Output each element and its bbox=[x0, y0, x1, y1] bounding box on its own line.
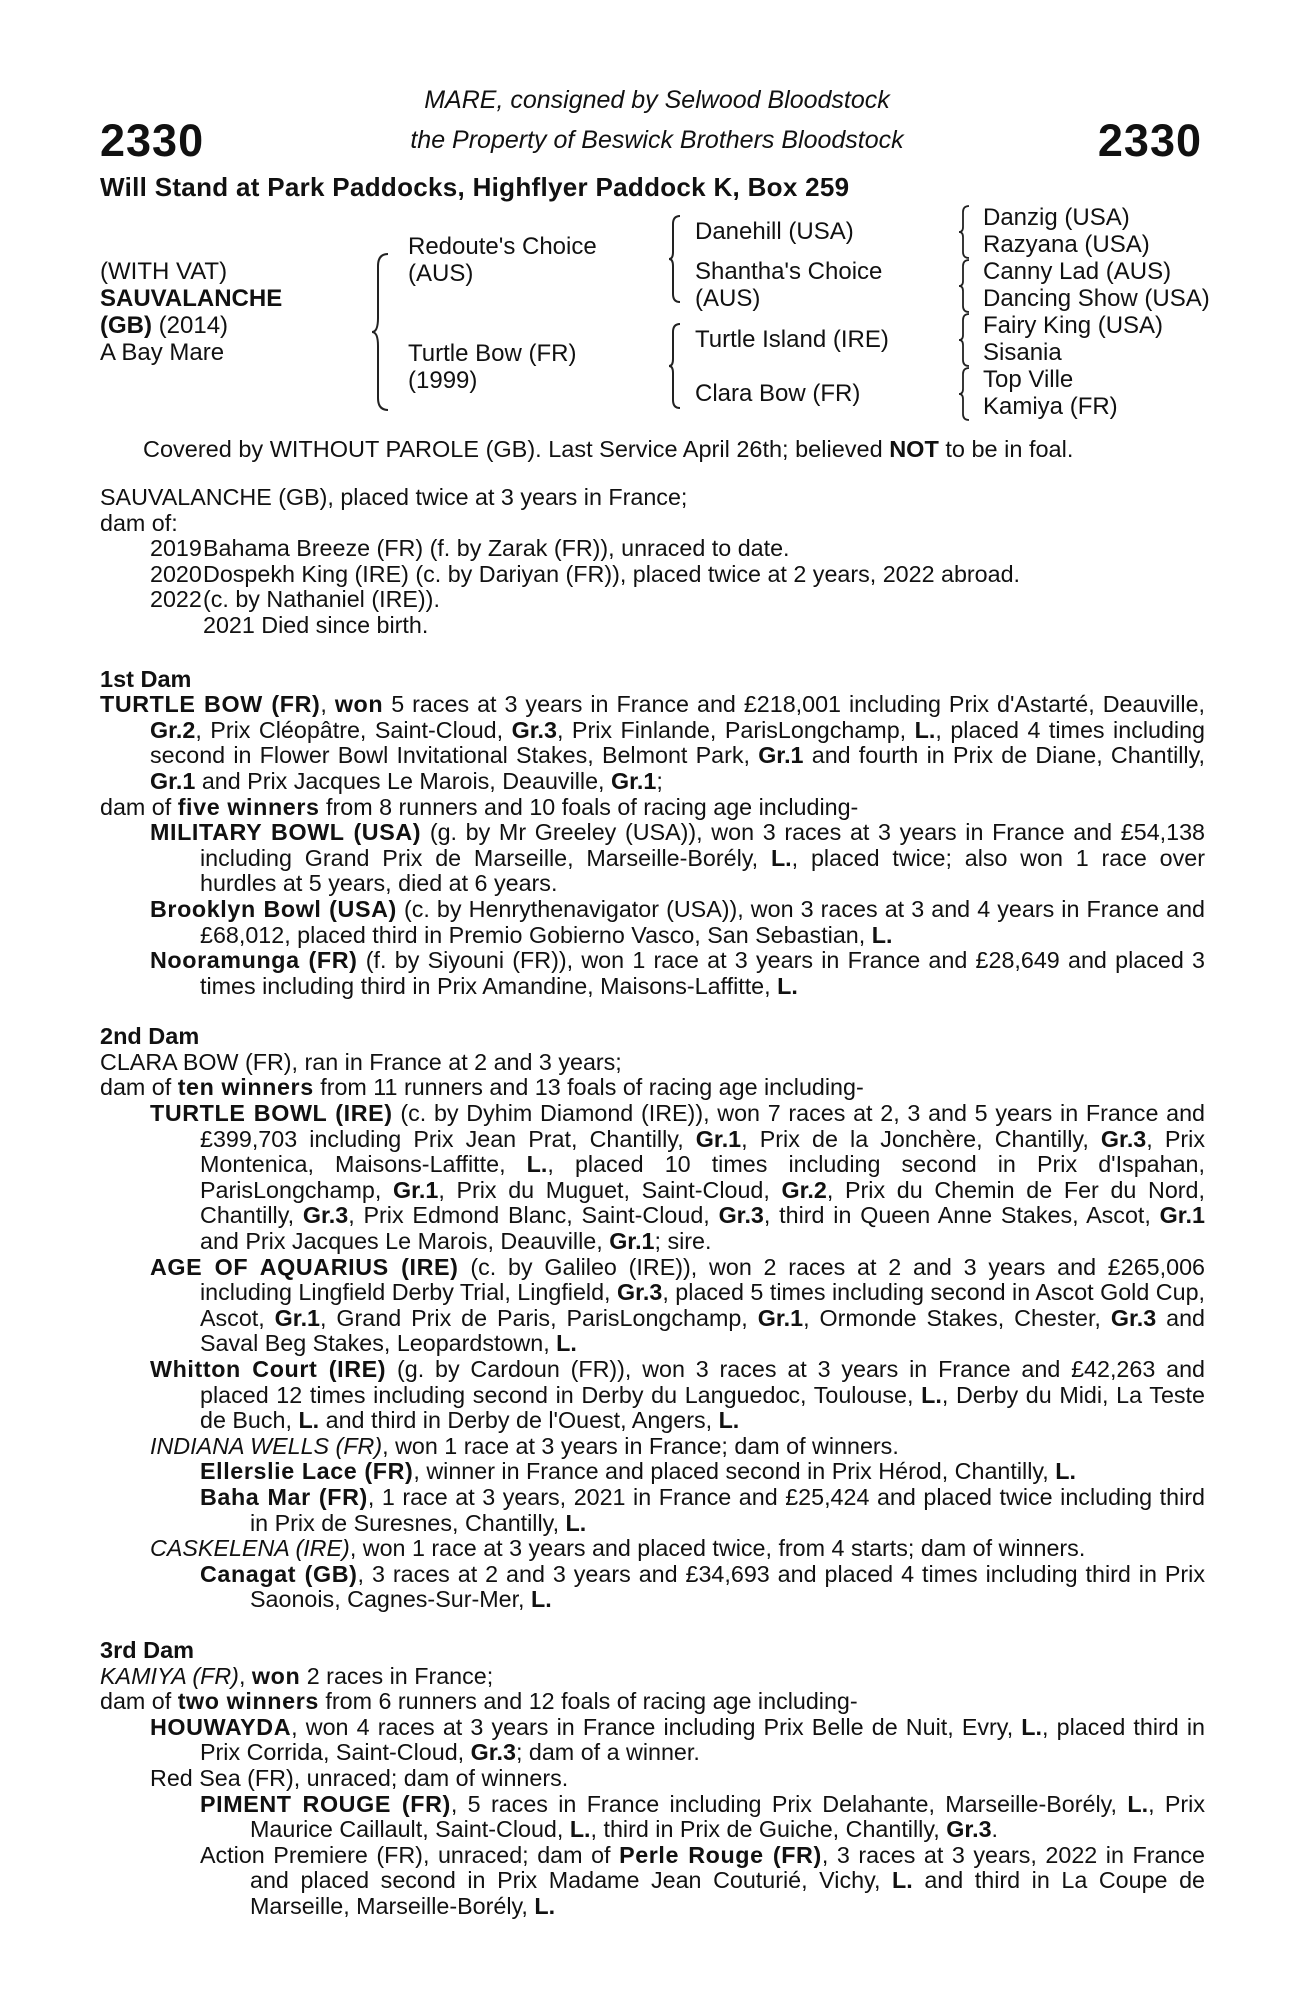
sire-block bbox=[408, 233, 597, 287]
horse-description: A Bay Mare bbox=[100, 339, 225, 366]
sire-dam-block bbox=[695, 258, 882, 312]
first-dam-damof: dam of five winners from 8 runners and 10 foals of racing age including- bbox=[100, 793, 859, 820]
sire-sire: Danehill (USA) bbox=[695, 218, 854, 245]
horse-name: SAUVALANCHE bbox=[100, 285, 283, 312]
third-dam-damof: dam of two winners from 6 runners and 12 foals of racing age including- bbox=[100, 1688, 858, 1715]
lot-number-left: 2330 bbox=[100, 115, 205, 166]
dam-dam: Clara Bow (FR) bbox=[695, 380, 861, 407]
gen3-5: Fairy King (USA) bbox=[983, 312, 1164, 339]
dam-block bbox=[408, 340, 576, 394]
brace-g3-2 bbox=[958, 258, 972, 314]
brace-dam bbox=[667, 322, 683, 410]
vat-note: (WITH VAT) bbox=[100, 258, 228, 285]
progeny-entry: CASKELENA (IRE), won 1 race at 3 years and placed twice, from 4 starts; dam of winners. bbox=[150, 1535, 1086, 1562]
progeny-entry: AGE OF AQUARIUS (IRE) (c. by Galileo (IRE)), won 2 races at 2 and 3 years and £265,006 including Lingfield Derby Trial, Lingfield, Gr.3, placed 5 times including second in Ascot Gold Cup, Ascot, Gr.1, Grand Prix de Paris, ParisLongchamp, Gr.1, Ormonde Stakes, Chester, Gr.3 and Saval Beg Stakes, Leopardstown, L. bbox=[150, 1253, 1205, 1357]
property-line: the Property of Beswick Brothers Bloodstock bbox=[410, 126, 904, 154]
brace-g3-1 bbox=[958, 204, 972, 260]
brace-gen1 bbox=[370, 252, 392, 412]
third-dam-record: KAMIYA (FR), won 2 races in France; bbox=[100, 1662, 494, 1689]
progeny-entry: INDIANA WELLS (FR), won 1 race at 3 years in France; dam of winners. bbox=[150, 1432, 899, 1459]
intro-line: SAUVALANCHE (GB), placed twice at 3 years in France; bbox=[100, 484, 688, 510]
gen3-2: Razyana (USA) bbox=[983, 231, 1150, 258]
progeny-entry: Nooramunga (FR) (f. by Siyouni (FR)), won 1 race at 3 years in France and £28,649 and placed 3 times including third in Prix Amandine, Maisons-Laffitte, L. bbox=[150, 947, 1206, 999]
produce-row: 2020Dospekh King (IRE) (c. by Dariyan (FR)), placed twice at 2 years, 2022 abroad. bbox=[150, 560, 1021, 587]
dam-year: (1999) bbox=[408, 367, 478, 394]
sire-dam-country: (AUS) bbox=[695, 285, 761, 312]
brace-g3-4 bbox=[958, 366, 972, 422]
stand-location: Will Stand at Park Paddocks, Highflyer Paddock K, Box 259 bbox=[100, 172, 850, 202]
horse-block bbox=[100, 258, 282, 366]
gen3-1: Danzig (USA) bbox=[983, 204, 1130, 231]
gen3-3: Canny Lad (AUS) bbox=[983, 258, 1172, 285]
second-dam-damof: dam of ten winners from 11 runners and 13 foals of racing age including- bbox=[100, 1074, 864, 1101]
sire-dam-name: Shantha's Choice bbox=[695, 258, 883, 285]
second-dam-record: CLARA BOW (FR), ran in France at 2 and 3 years; bbox=[100, 1048, 622, 1075]
grandprogeny-entry: Canagat (GB), 3 races at 2 and 3 years and £34,693 and placed 4 times including third in Prix Saonois, Cagnes-Sur-Mer, L. bbox=[200, 1560, 1205, 1613]
second-dam-heading: 2nd Dam bbox=[100, 1023, 200, 1050]
brace-sire bbox=[667, 214, 683, 304]
grandprogeny-entry: Baha Mar (FR), 1 race at 3 years, 2021 in France and £25,424 and placed twice including third in Prix de Suresnes, Chantilly, L. bbox=[200, 1483, 1205, 1536]
progeny-entry: TURTLE BOWL (IRE) (c. by Dyhim Diamond (IRE)), won 7 races at 2, 3 and 5 years in France and £399,703 including Prix Jean Prat, Chantilly, Gr.1, Prix de la Jonchère, Chantilly, Gr.3, Prix Montenica, Maisons-Laffitte, L., placed 10 times including second in Prix d'Ispahan, ParisLongchamp, Gr.1, Prix du Muguet, Saint-Cloud, Gr.2, Prix du Chemin de Fer du Nord, Chantilly, Gr.3, Prix Edmond Blanc, Saint-Cloud, Gr.3, third in Queen Anne Stakes, Ascot, Gr.1 and Prix Jacques Le Marois, Deauville, Gr.1; sire. bbox=[150, 1100, 1205, 1255]
gen3-block bbox=[983, 204, 1210, 420]
third-dam-heading: 3rd Dam bbox=[100, 1636, 195, 1663]
grandprogeny-entry: Action Premiere (FR), unraced; dam of Perle Rouge (FR), 3 races at 3 years, 2022 in France and placed second in Prix Madame Jean Couturié, Vichy, L. and third in La Coupe de Marseille, Marseille-Borély, L. bbox=[200, 1841, 1205, 1919]
horse-country: (GB) bbox=[100, 312, 152, 339]
grandprogeny-entry: Ellerslie Lace (FR), winner in France and placed second in Prix Hérod, Chantilly, L. bbox=[200, 1458, 1076, 1485]
progeny-entry: MILITARY BOWL (USA) (g. by Mr Greeley (USA)), won 3 races at 3 years in France and £54,138 including Grand Prix de Marseille, Marseille-Borély, L., placed twice; also won 1 race over hurdles at 5 years, died at 6 years. bbox=[150, 819, 1205, 897]
produce-row: 2021 Died since birth. bbox=[203, 611, 429, 638]
produce-row: 2022(c. by Nathaniel (IRE)). bbox=[150, 586, 440, 613]
sire-name: Redoute's Choice bbox=[408, 233, 597, 260]
first-dam-heading: 1st Dam bbox=[100, 665, 192, 692]
lot-number-right: 2330 bbox=[1097, 115, 1202, 166]
consignment-line: MARE, consigned by Selwood Bloodstock bbox=[424, 86, 890, 114]
progeny-entry: Red Sea (FR), unraced; dam of winners. bbox=[150, 1764, 569, 1791]
catalogue-body bbox=[100, 485, 1205, 1919]
intro-damof: dam of: bbox=[100, 509, 178, 536]
consignment-block bbox=[340, 80, 974, 160]
progeny-entry: HOUWAYDA, won 4 races at 3 years in France including Prix Belle de Nuit, Evry, L., placed third in Prix Corrida, Saint-Cloud, Gr.3; dam of a winner. bbox=[150, 1713, 1205, 1766]
grandprogeny-entry: PIMENT ROUGE (FR), 5 races in France including Prix Delahante, Marseille-Borély, L., Prix Maurice Caillault, Saint-Cloud, L., third in Prix de Guiche, Chantilly, Gr.3. bbox=[200, 1790, 1205, 1843]
gen3-6: Sisania bbox=[983, 339, 1062, 366]
produce-row: 2019Bahama Breeze (FR) (f. by Zarak (FR)), unraced to date. bbox=[150, 535, 790, 562]
horse-year: (2014) bbox=[158, 312, 229, 339]
first-dam-record: TURTLE BOW (FR), won 5 races at 3 years in France and £218,001 including Prix d'Astarté, Deauville, Gr.2, Prix Cléopâtre, Saint-Cloud, Gr.3, Prix Finlande, ParisLongchamp, L., placed 4 times including second in Flower Bowl Invitational Stakes, Belmont Park, Gr.1 and fourth in Prix de Diane, Chantilly, Gr.1 and Prix Jacques Le Marois, Deauville, Gr.1; bbox=[100, 691, 1206, 794]
progeny-entry: Brooklyn Bowl (USA) (c. by Henrythenavigator (USA)), won 3 races at 3 and 4 years in France and £68,012, placed third in Premio Gobierno Vasco, San Sebastian, L. bbox=[150, 895, 1205, 948]
gen3-4: Dancing Show (USA) bbox=[983, 285, 1210, 312]
brace-g3-3 bbox=[958, 312, 972, 368]
dam-sire: Turtle Island (IRE) bbox=[695, 326, 889, 353]
gen3-7: Top Ville bbox=[983, 366, 1074, 393]
dam-name: Turtle Bow (FR) bbox=[408, 340, 577, 367]
covered-line: Covered by WITHOUT PAROLE (GB). Last Service April 26th; believed NOT to be in foal. bbox=[143, 436, 1074, 462]
progeny-entry: Whitton Court (IRE) (g. by Cardoun (FR)), won 3 races at 3 years in France and £42,263 and placed 12 times including second in Derby du Languedoc, Toulouse, L., Derby du Midi, La Teste de Buch, L. and third in Derby de l'Ouest, Angers, L. bbox=[150, 1356, 1205, 1434]
sire-country: (AUS) bbox=[408, 260, 474, 287]
gen3-8: Kamiya (FR) bbox=[983, 393, 1118, 420]
